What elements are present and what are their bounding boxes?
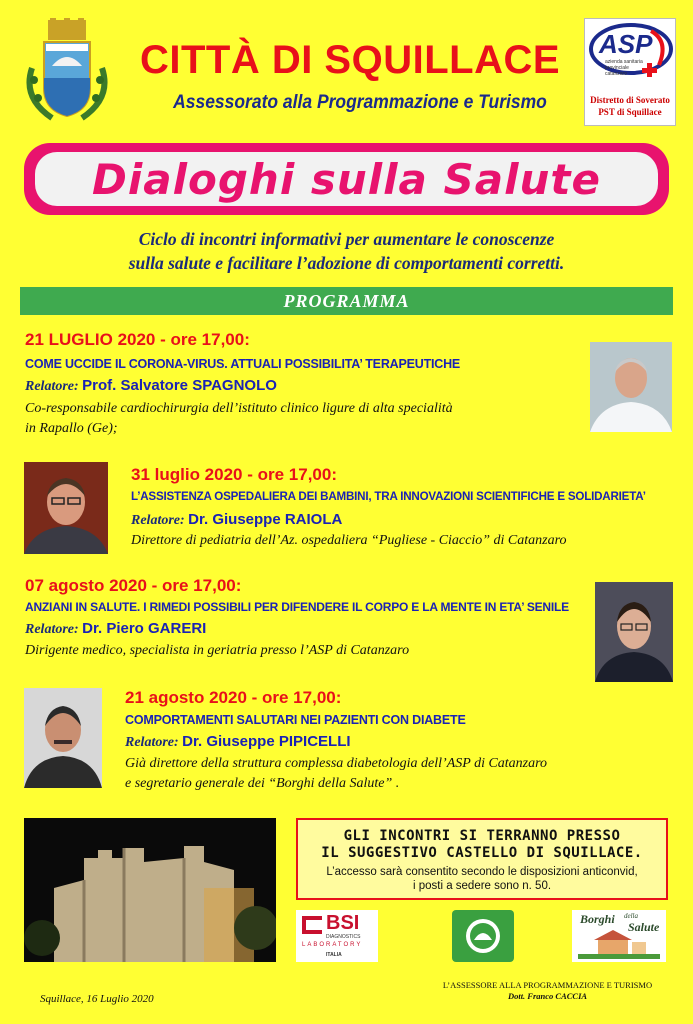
event-4-desc-line-2: e segretario generale dei “Borghi della Salute” . <box>125 776 400 791</box>
programma-heading: PROGRAMMA <box>20 287 673 315</box>
notice-body-line-1: L’accesso sarà consentito secondo le disposizioni anticonvid, <box>326 866 638 878</box>
signature-block <box>420 980 675 1002</box>
asp-caption-district: Distretto di Soverato <box>590 95 670 105</box>
relatore-label: Relatore: <box>125 735 179 750</box>
speaker-3-photo <box>595 582 673 682</box>
event-3-relatore <box>25 620 206 638</box>
borghi-della-salute-logo <box>572 910 666 962</box>
speaker-4-photo <box>24 688 102 788</box>
borghi-village-icon <box>572 910 666 962</box>
notice-title <box>298 820 666 862</box>
event-2-relatore <box>131 511 342 529</box>
asp-logo <box>584 18 676 126</box>
event-1-desc-line-1: Co-responsabile cardiochirurgia dell’istituto clinico ligure di alta specialità <box>25 401 453 416</box>
page-subtitle: Assessorato alla Programmazione e Turismo <box>173 92 547 113</box>
asp-logo-subtext: azienda sanitaria provinciale catanzaro <box>605 59 643 77</box>
asp-logo-text: ASP <box>599 29 653 59</box>
event-2-description: Direttore di pediatria dell’Az. ospedaliera “Pugliese - Ciaccio” di Catanzaro <box>131 533 567 548</box>
notice-title-line-1: GLI INCONTRI SI TERRANNO PRESSO <box>343 828 621 844</box>
relatore-name: Dr. Piero GARERI <box>82 620 207 637</box>
event-1-date: 21 LUGLIO 2020 - ore 17,00: <box>25 330 250 349</box>
event-4-desc-line-1: Già direttore della struttura complessa diabetologia dell’ASP di Catanzaro <box>125 756 548 771</box>
event-3-date: 07 agosto 2020 - ore 17,00: <box>25 576 242 595</box>
event-1-desc-line-2: in Rapallo (Ge); <box>25 421 118 436</box>
asp-caption-pst: PST di Squillace <box>598 107 662 117</box>
bsi-logo-text: BSI <box>326 912 360 934</box>
intro-line-1: Ciclo di incontri informativi per aumentare le conoscenze <box>138 229 555 249</box>
castle-photo <box>24 818 276 962</box>
relatore-name: Dr. Giuseppe PIPICELLI <box>182 733 351 750</box>
event-3-topic: ANZIANI IN SALUTE. I RIMEDI POSSIBILI PER DIFENDERE IL CORPO E LA MENTE IN ETA’ SENILE <box>25 600 569 614</box>
notice-body-line-2: i posti a sedere sono n. 50. <box>412 880 552 892</box>
venue-notice <box>296 818 668 900</box>
event-4-description <box>125 754 675 794</box>
event-1-description <box>25 399 585 439</box>
banner-title: Dialoghi sulla Salute <box>92 154 601 204</box>
bsi-logo <box>296 910 378 962</box>
notice-title-line-2: IL SUGGESTIVO CASTELLO DI SQUILLACE. <box>321 845 643 861</box>
relatore-name: Dr. Giuseppe RAIOLA <box>188 511 343 528</box>
event-2-date: 31 luglio 2020 - ore 17,00: <box>131 465 337 484</box>
bsi-logo-lab: LABORATORY <box>302 942 363 948</box>
event-1-topic: COME UCCIDE IL CORONA-VIRUS. ATTUALI POSSIBILITA’ TERAPEUTICHE <box>25 357 461 371</box>
bsi-logo-sub: DIAGNOSTICS <box>326 934 361 940</box>
green-logo-emblem-icon <box>452 910 514 962</box>
banner-inner <box>35 152 658 206</box>
relatore-label: Relatore: <box>25 379 79 394</box>
page-title: CITTÀ DI SQUILLACE <box>139 38 561 82</box>
signature-name: Dott. Franco CACCIA <box>507 991 588 1001</box>
event-4-relatore <box>125 733 351 751</box>
event-4-date: 21 agosto 2020 - ore 17,00: <box>125 688 342 707</box>
relatore-label: Relatore: <box>25 622 79 637</box>
borghi-salute-text: Salute <box>628 920 660 934</box>
event-3-description: Dirigente medico, specialista in geriatria presso l’ASP di Catanzaro <box>25 643 410 658</box>
borghi-della-text: della <box>624 912 638 920</box>
place-date: Squillace, 16 Luglio 2020 <box>40 993 154 1005</box>
town-crest-logo <box>22 18 112 128</box>
event-4-topic: COMPORTAMENTI SALUTARI NEI PAZIENTI CON DIABETE <box>125 713 466 727</box>
green-association-logo <box>452 910 514 962</box>
borghi-text: Borghi <box>580 912 615 926</box>
speaker-1-photo <box>590 342 672 432</box>
signature-title: L’ASSESSORE ALLA PROGRAMMAZIONE E TURISMO <box>442 980 653 990</box>
event-2-topic: L’ASSISTENZA OSPEDALIERA DEI BAMBINI, TRA INNOVAZIONI SCIENTIFICHE E SOLIDARIETA’ <box>131 490 646 503</box>
intro-line-2: sulla salute e facilitare l’adozione di comportamenti corretti. <box>128 253 565 273</box>
event-1-relatore <box>25 377 277 395</box>
intro-text <box>40 227 653 275</box>
event-banner <box>24 143 669 215</box>
speaker-2-photo <box>24 462 108 554</box>
relatore-name: Prof. Salvatore SPAGNOLO <box>82 377 277 394</box>
relatore-label: Relatore: <box>131 513 185 528</box>
bsi-logo-mark-icon <box>302 916 322 934</box>
bsi-logo-italia: ITALIA <box>326 952 342 958</box>
notice-body <box>298 862 666 893</box>
